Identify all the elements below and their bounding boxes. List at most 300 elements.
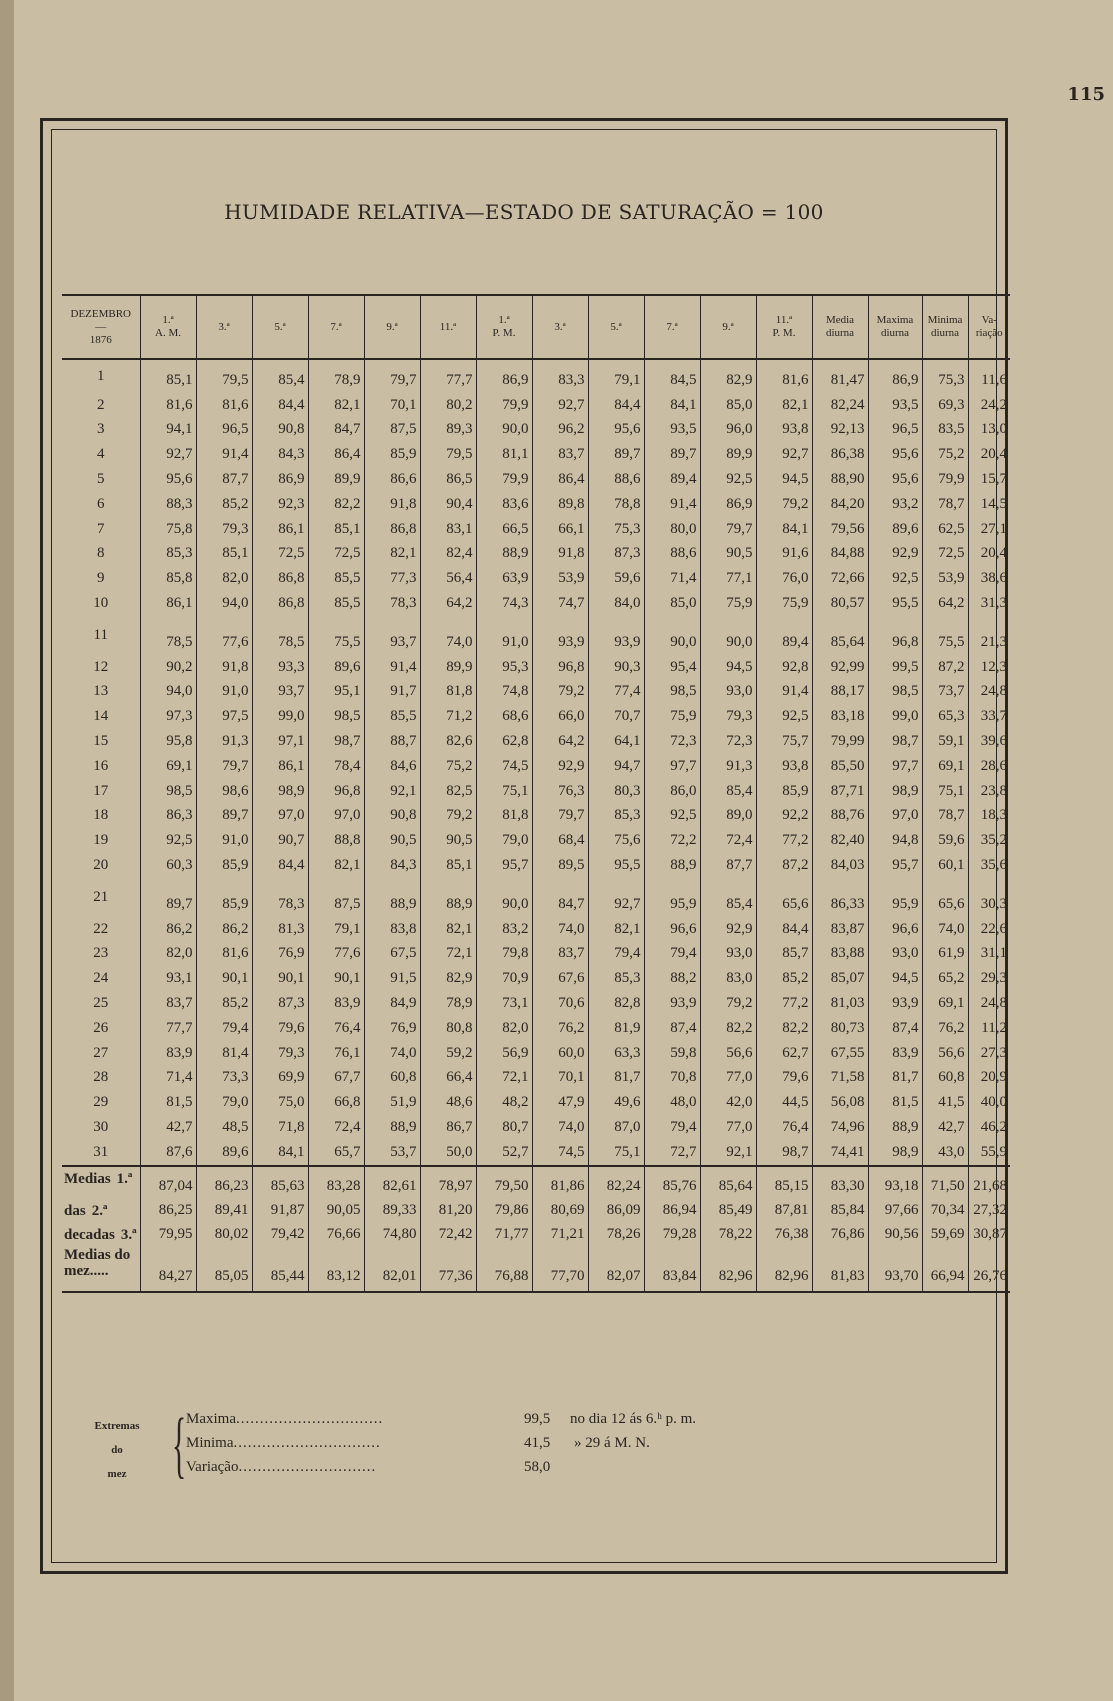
value-cell: 85,4 [252, 359, 308, 393]
value-cell: 97,7 [868, 754, 922, 779]
value-cell: 85,5 [308, 566, 364, 591]
value-cell: 84,5 [644, 359, 700, 393]
value-cell: 91,0 [476, 616, 532, 655]
value-cell: 79,9 [476, 393, 532, 418]
value-cell: 89,7 [588, 442, 644, 467]
table-row [62, 804, 1010, 829]
value-cell: 98,5 [308, 704, 364, 729]
value-cell: 72,4 [308, 1115, 364, 1140]
value-cell: 88,9 [868, 1115, 922, 1140]
value-cell: 86,9 [868, 359, 922, 393]
day-cell: 7 [97, 520, 105, 537]
value-cell: 83,8 [364, 917, 420, 942]
value-cell: 86,0 [644, 779, 700, 804]
value-cell: 90,1 [308, 966, 364, 991]
value-cell: 92,5 [868, 566, 922, 591]
column-header-line: 5.ª [274, 320, 286, 333]
value-cell: 82,0 [196, 566, 252, 591]
value-cell: 77,7 [140, 1016, 196, 1041]
value-cell: 84,0 [588, 591, 644, 616]
value-cell: 85,2 [196, 492, 252, 517]
value-cell: 79,0 [476, 828, 532, 853]
decade-mean-cell: 90,05 [308, 1199, 364, 1223]
value-cell: 88,17 [812, 680, 868, 705]
value-cell: 87,7 [700, 853, 756, 878]
value-cell: 67,7 [308, 1066, 364, 1091]
decade-label-text: Medias [64, 1170, 111, 1187]
page-title: HUMIDADE RELATIVA—ESTADO DE SATURAÇÃO = 100 [224, 200, 824, 224]
value-cell: 99,5 [868, 655, 922, 680]
value-cell: 63,9 [476, 566, 532, 591]
value-cell: 99,0 [868, 704, 922, 729]
decade-mean-cell: 78,26 [588, 1223, 644, 1247]
decade-mean-cell: 97,66 [868, 1199, 922, 1223]
month-mean-cell: 84,27 [140, 1247, 196, 1292]
value-cell: 56,6 [700, 1041, 756, 1066]
column-header-line: P. M. [492, 327, 516, 339]
value-cell: 75,9 [644, 704, 700, 729]
value-cell: 27,1 [968, 517, 1010, 542]
month-mean-cell: 77,70 [532, 1247, 588, 1292]
value-cell: 77,2 [756, 828, 812, 853]
value-cell: 76,9 [252, 942, 308, 967]
column-header-line: 11.ª [439, 320, 457, 333]
value-cell: 87,5 [308, 878, 364, 917]
decade-mean-row [62, 1166, 1010, 1199]
value-cell: 89,5 [532, 853, 588, 878]
table-row [62, 542, 1010, 567]
value-cell: 75,6 [588, 828, 644, 853]
value-cell: 95,1 [308, 680, 364, 705]
value-cell: 84,3 [252, 442, 308, 467]
decade-mean-cell: 74,80 [364, 1223, 420, 1247]
table-row [62, 591, 1010, 616]
value-cell: 98,7 [756, 1140, 812, 1166]
value-cell: 76,4 [756, 1115, 812, 1140]
value-cell: 91,3 [700, 754, 756, 779]
value-cell: 91,6 [756, 542, 812, 567]
humidity-table [62, 294, 1010, 1293]
value-cell: 95,9 [868, 878, 922, 917]
day-cell: 16 [93, 757, 109, 774]
value-cell: 86,38 [812, 442, 868, 467]
value-cell: 87,6 [140, 1140, 196, 1166]
value-cell: 93,1 [140, 966, 196, 991]
value-cell: 95,4 [644, 655, 700, 680]
extremas-value: 58,0 [524, 1459, 551, 1475]
value-cell: 72,1 [476, 1066, 532, 1091]
value-cell: 75,2 [922, 442, 968, 467]
value-cell: 79,4 [644, 1115, 700, 1140]
value-cell: 85,9 [364, 442, 420, 467]
value-cell: 98,7 [308, 729, 364, 754]
column-header-line: A. M. [155, 327, 181, 339]
value-cell: 87,2 [756, 853, 812, 878]
value-cell: 95,3 [476, 655, 532, 680]
value-cell: 93,0 [868, 942, 922, 967]
value-cell: 62,7 [756, 1041, 812, 1066]
value-cell: 86,9 [700, 492, 756, 517]
value-cell: 86,1 [252, 517, 308, 542]
value-cell: 82,6 [420, 729, 476, 754]
day-cell: 8 [97, 545, 105, 562]
value-cell: 53,7 [364, 1140, 420, 1166]
column-header [308, 295, 364, 359]
day-cell: 21 [93, 888, 109, 905]
value-cell: 83,18 [812, 704, 868, 729]
value-cell: 96,8 [308, 779, 364, 804]
value-cell: 92,9 [532, 754, 588, 779]
day-cell: 22 [93, 920, 109, 937]
decade-mean-cell: 86,09 [588, 1199, 644, 1223]
table-row [62, 655, 1010, 680]
value-cell: 92,1 [700, 1140, 756, 1166]
value-cell: 59,8 [644, 1041, 700, 1066]
value-cell: 89,7 [140, 878, 196, 917]
value-cell: 79,9 [922, 467, 968, 492]
value-cell: 88,9 [644, 853, 700, 878]
value-cell: 74,3 [476, 591, 532, 616]
value-cell: 60,8 [364, 1066, 420, 1091]
decade-mean-cell: 78,22 [700, 1223, 756, 1247]
value-cell: 24,8 [968, 680, 1010, 705]
value-cell: 60,3 [140, 853, 196, 878]
column-header [922, 295, 968, 359]
value-cell: 89,9 [308, 467, 364, 492]
value-cell: 92,3 [252, 492, 308, 517]
extremas-note: no dia 12 ás 6.ʰ p. m. [570, 1411, 697, 1427]
table-row [62, 853, 1010, 878]
value-cell: 74,0 [420, 616, 476, 655]
column-header-line: 1.ª [162, 314, 174, 326]
value-cell: 97,0 [308, 804, 364, 829]
month-mean-cell: 82,07 [588, 1247, 644, 1292]
value-cell: 50,0 [420, 1140, 476, 1166]
value-cell: 84,20 [812, 492, 868, 517]
value-cell: 78,8 [588, 492, 644, 517]
decade-mean-cell: 87,81 [756, 1199, 812, 1223]
decade-mean-cell: 86,25 [140, 1199, 196, 1223]
value-cell: 67,5 [364, 942, 420, 967]
value-cell: 77,0 [700, 1066, 756, 1091]
value-cell: 93,8 [756, 754, 812, 779]
column-header-line: riação [975, 327, 1003, 339]
value-cell: 72,7 [644, 1140, 700, 1166]
decade-mean-cell: 89,33 [364, 1199, 420, 1223]
value-cell: 85,1 [140, 359, 196, 393]
value-cell: 79,99 [812, 729, 868, 754]
value-cell: 93,9 [644, 991, 700, 1016]
value-cell: 96,5 [868, 418, 922, 443]
month-mean-cell: 82,01 [364, 1247, 420, 1292]
value-cell: 79,7 [196, 754, 252, 779]
month-header [62, 295, 140, 359]
value-cell: 42,0 [700, 1090, 756, 1115]
decade-label [62, 1223, 140, 1247]
value-cell: 59,6 [588, 566, 644, 591]
decade-mean-cell: 87,04 [140, 1166, 196, 1199]
value-cell: 94,7 [588, 754, 644, 779]
value-cell: 74,96 [812, 1115, 868, 1140]
value-cell: 70,7 [588, 704, 644, 729]
extremas-variacao-row [186, 1459, 376, 1476]
table-row [62, 942, 1010, 967]
table-row [62, 517, 1010, 542]
value-cell: 78,3 [252, 878, 308, 917]
value-cell: 79,5 [420, 442, 476, 467]
value-cell: 48,2 [476, 1090, 532, 1115]
day-cell: 28 [93, 1069, 109, 1086]
day-cell: 25 [93, 995, 109, 1012]
value-cell: 80,0 [644, 517, 700, 542]
month-mean-cell: 66,94 [922, 1247, 968, 1292]
value-cell: 95,6 [588, 418, 644, 443]
value-cell: 88,90 [812, 467, 868, 492]
decade-mean-cell: 85,15 [756, 1166, 812, 1199]
value-cell: 82,1 [364, 542, 420, 567]
value-cell: 86,5 [420, 467, 476, 492]
value-cell: 98,7 [868, 729, 922, 754]
value-cell: 79,9 [476, 467, 532, 492]
value-cell: 75,1 [476, 779, 532, 804]
value-cell: 76,4 [308, 1016, 364, 1041]
value-cell: 65,3 [922, 704, 968, 729]
value-cell: 93,7 [364, 616, 420, 655]
value-cell: 81,1 [476, 442, 532, 467]
table-row [62, 917, 1010, 942]
day-cell: 10 [93, 595, 109, 612]
table-frame [40, 118, 1008, 1574]
value-cell: 71,58 [812, 1066, 868, 1091]
value-cell: 79,7 [700, 517, 756, 542]
value-cell: 79,5 [196, 359, 252, 393]
value-cell: 88,9 [364, 1115, 420, 1140]
value-cell: 48,6 [420, 1090, 476, 1115]
value-cell: 84,9 [364, 991, 420, 1016]
value-cell: 85,8 [140, 566, 196, 591]
value-cell: 80,2 [420, 393, 476, 418]
value-cell: 56,9 [476, 1041, 532, 1066]
day-cell: 27 [93, 1044, 109, 1061]
value-cell: 78,7 [922, 492, 968, 517]
value-cell: 33,7 [968, 704, 1010, 729]
value-cell: 68,6 [476, 704, 532, 729]
value-cell: 66,5 [476, 517, 532, 542]
day-cell: 2 [97, 396, 105, 413]
value-cell: 78,3 [364, 591, 420, 616]
value-cell: 81,6 [196, 942, 252, 967]
value-cell: 84,6 [364, 754, 420, 779]
value-cell: 75,3 [922, 359, 968, 393]
decade-mean-cell: 83,30 [812, 1166, 868, 1199]
day-cell: 15 [93, 733, 109, 750]
value-cell: 84,7 [532, 878, 588, 917]
day-cell: 4 [97, 446, 105, 463]
value-cell: 79,6 [756, 1066, 812, 1091]
month-mean-cell: 82,96 [756, 1247, 812, 1292]
value-cell: 87,4 [644, 1016, 700, 1041]
value-cell: 96,6 [644, 917, 700, 942]
value-cell: 85,50 [812, 754, 868, 779]
day-cell: 23 [93, 945, 109, 962]
column-header [812, 295, 868, 359]
value-cell: 77,7 [420, 359, 476, 393]
value-cell: 81,8 [420, 680, 476, 705]
value-cell: 43,0 [922, 1140, 968, 1166]
value-cell: 11,2 [968, 1016, 1010, 1041]
value-cell: 92,5 [644, 804, 700, 829]
column-header-line: Media [825, 314, 855, 326]
extremas-note: » 29 á M. N. [574, 1435, 650, 1451]
value-cell: 24,2 [968, 393, 1010, 418]
extremas-label-line: do [111, 1444, 123, 1456]
value-cell: 65,7 [308, 1140, 364, 1166]
value-cell: 85,1 [308, 517, 364, 542]
value-cell: 83,1 [420, 517, 476, 542]
day-cell: 26 [93, 1019, 109, 1036]
value-cell: 93,9 [868, 991, 922, 1016]
value-cell: 87,3 [252, 991, 308, 1016]
extremas-value: 99,5 [524, 1411, 551, 1427]
decade-label-text: decadas [64, 1226, 115, 1243]
month-mean-cell: 83,12 [308, 1247, 364, 1292]
value-cell: 44,5 [756, 1090, 812, 1115]
extremas-name: Variação [186, 1459, 239, 1475]
value-cell: 95,6 [140, 467, 196, 492]
value-cell: 85,0 [700, 393, 756, 418]
value-cell: 75,7 [756, 729, 812, 754]
value-cell: 85,3 [588, 966, 644, 991]
value-cell: 77,3 [364, 566, 420, 591]
value-cell: 86,9 [252, 467, 308, 492]
value-cell: 92,7 [756, 442, 812, 467]
day-cell: 29 [93, 1094, 109, 1111]
value-cell: 88,3 [140, 492, 196, 517]
value-cell: 80,7 [476, 1115, 532, 1140]
value-cell: 84,03 [812, 853, 868, 878]
value-cell: 46,2 [968, 1115, 1010, 1140]
value-cell: 71,2 [420, 704, 476, 729]
value-cell: 91,8 [364, 492, 420, 517]
value-cell: 85,7 [756, 942, 812, 967]
value-cell: 13,0 [968, 418, 1010, 443]
value-cell: 96,8 [532, 655, 588, 680]
value-cell: 14,5 [968, 492, 1010, 517]
value-cell: 38,6 [968, 566, 1010, 591]
value-cell: 91,4 [196, 442, 252, 467]
value-cell: 95,7 [868, 853, 922, 878]
value-cell: 79,0 [196, 1090, 252, 1115]
value-cell: 69,3 [922, 393, 968, 418]
value-cell: 85,9 [196, 853, 252, 878]
value-cell: 72,4 [700, 828, 756, 853]
value-cell: 79,56 [812, 517, 868, 542]
value-cell: 69,9 [252, 1066, 308, 1091]
decade-mark: 2.ª [91, 1202, 108, 1219]
day-cell: 11 [93, 626, 108, 643]
decade-mean-cell: 90,56 [868, 1223, 922, 1247]
value-cell: 78,7 [922, 804, 968, 829]
column-header-line: diurna [880, 327, 910, 339]
decade-mean-cell: 72,42 [420, 1223, 476, 1247]
column-header-line: 9.ª [722, 320, 734, 333]
decade-mean-cell: 79,28 [644, 1223, 700, 1247]
value-cell: 83,9 [308, 991, 364, 1016]
value-cell: 78,4 [308, 754, 364, 779]
value-cell: 90,2 [140, 655, 196, 680]
month-label: DEZEMBRO [70, 307, 131, 320]
extremas-label [72, 1414, 162, 1486]
table-row [62, 991, 1010, 1016]
value-cell: 96,0 [700, 418, 756, 443]
table-body [62, 359, 1010, 1292]
value-cell: 72,1 [420, 942, 476, 967]
month-mean-label [62, 1247, 140, 1292]
value-cell: 81,3 [252, 917, 308, 942]
value-cell: 66,8 [308, 1090, 364, 1115]
value-cell: 89,6 [308, 655, 364, 680]
value-cell: 82,2 [756, 1016, 812, 1041]
value-cell: 88,2 [644, 966, 700, 991]
value-cell: 98,6 [196, 779, 252, 804]
value-cell: 97,3 [140, 704, 196, 729]
decade-mean-cell: 71,21 [532, 1223, 588, 1247]
decade-mean-cell: 85,76 [644, 1166, 700, 1199]
value-cell: 29,3 [968, 966, 1010, 991]
value-cell: 73,1 [476, 991, 532, 1016]
value-cell: 12,3 [968, 655, 1010, 680]
value-cell: 79,7 [532, 804, 588, 829]
value-cell: 90,8 [364, 804, 420, 829]
value-cell: 92,7 [140, 442, 196, 467]
value-cell: 89,8 [532, 492, 588, 517]
value-cell: 79,2 [532, 680, 588, 705]
decade-mean-cell: 71,50 [922, 1166, 968, 1199]
value-cell: 81,8 [476, 804, 532, 829]
value-cell: 40,0 [968, 1090, 1010, 1115]
value-cell: 84,4 [756, 917, 812, 942]
value-cell: 92,13 [812, 418, 868, 443]
decade-mean-cell: 80,69 [532, 1199, 588, 1223]
value-cell: 93,0 [700, 680, 756, 705]
value-cell: 94,5 [868, 966, 922, 991]
value-cell: 81,47 [812, 359, 868, 393]
value-cell: 93,0 [700, 942, 756, 967]
value-cell: 74,0 [532, 1115, 588, 1140]
day-cell: 9 [97, 570, 105, 587]
decade-mean-cell: 59,69 [922, 1223, 968, 1247]
month-mean-cell: 85,44 [252, 1247, 308, 1292]
day-cell: 30 [93, 1119, 109, 1135]
table-row [62, 1140, 1010, 1166]
column-header-line: 5.ª [610, 320, 622, 333]
column-header-line: diurna [930, 327, 960, 339]
value-cell: 74,5 [532, 1140, 588, 1166]
value-cell: 41,5 [922, 1090, 968, 1115]
month-mean-cell: 83,84 [644, 1247, 700, 1292]
value-cell: 91,5 [364, 966, 420, 991]
value-cell: 81,5 [868, 1090, 922, 1115]
table-row [62, 704, 1010, 729]
extremas-value: 41,5 [524, 1435, 551, 1451]
value-cell: 51,9 [364, 1090, 420, 1115]
table-frame-inner [51, 129, 1007, 1563]
value-cell: 95,5 [588, 853, 644, 878]
value-cell: 70,8 [644, 1066, 700, 1091]
value-cell: 80,8 [420, 1016, 476, 1041]
value-cell: 24,8 [968, 991, 1010, 1016]
day-cell: 14 [93, 708, 109, 725]
